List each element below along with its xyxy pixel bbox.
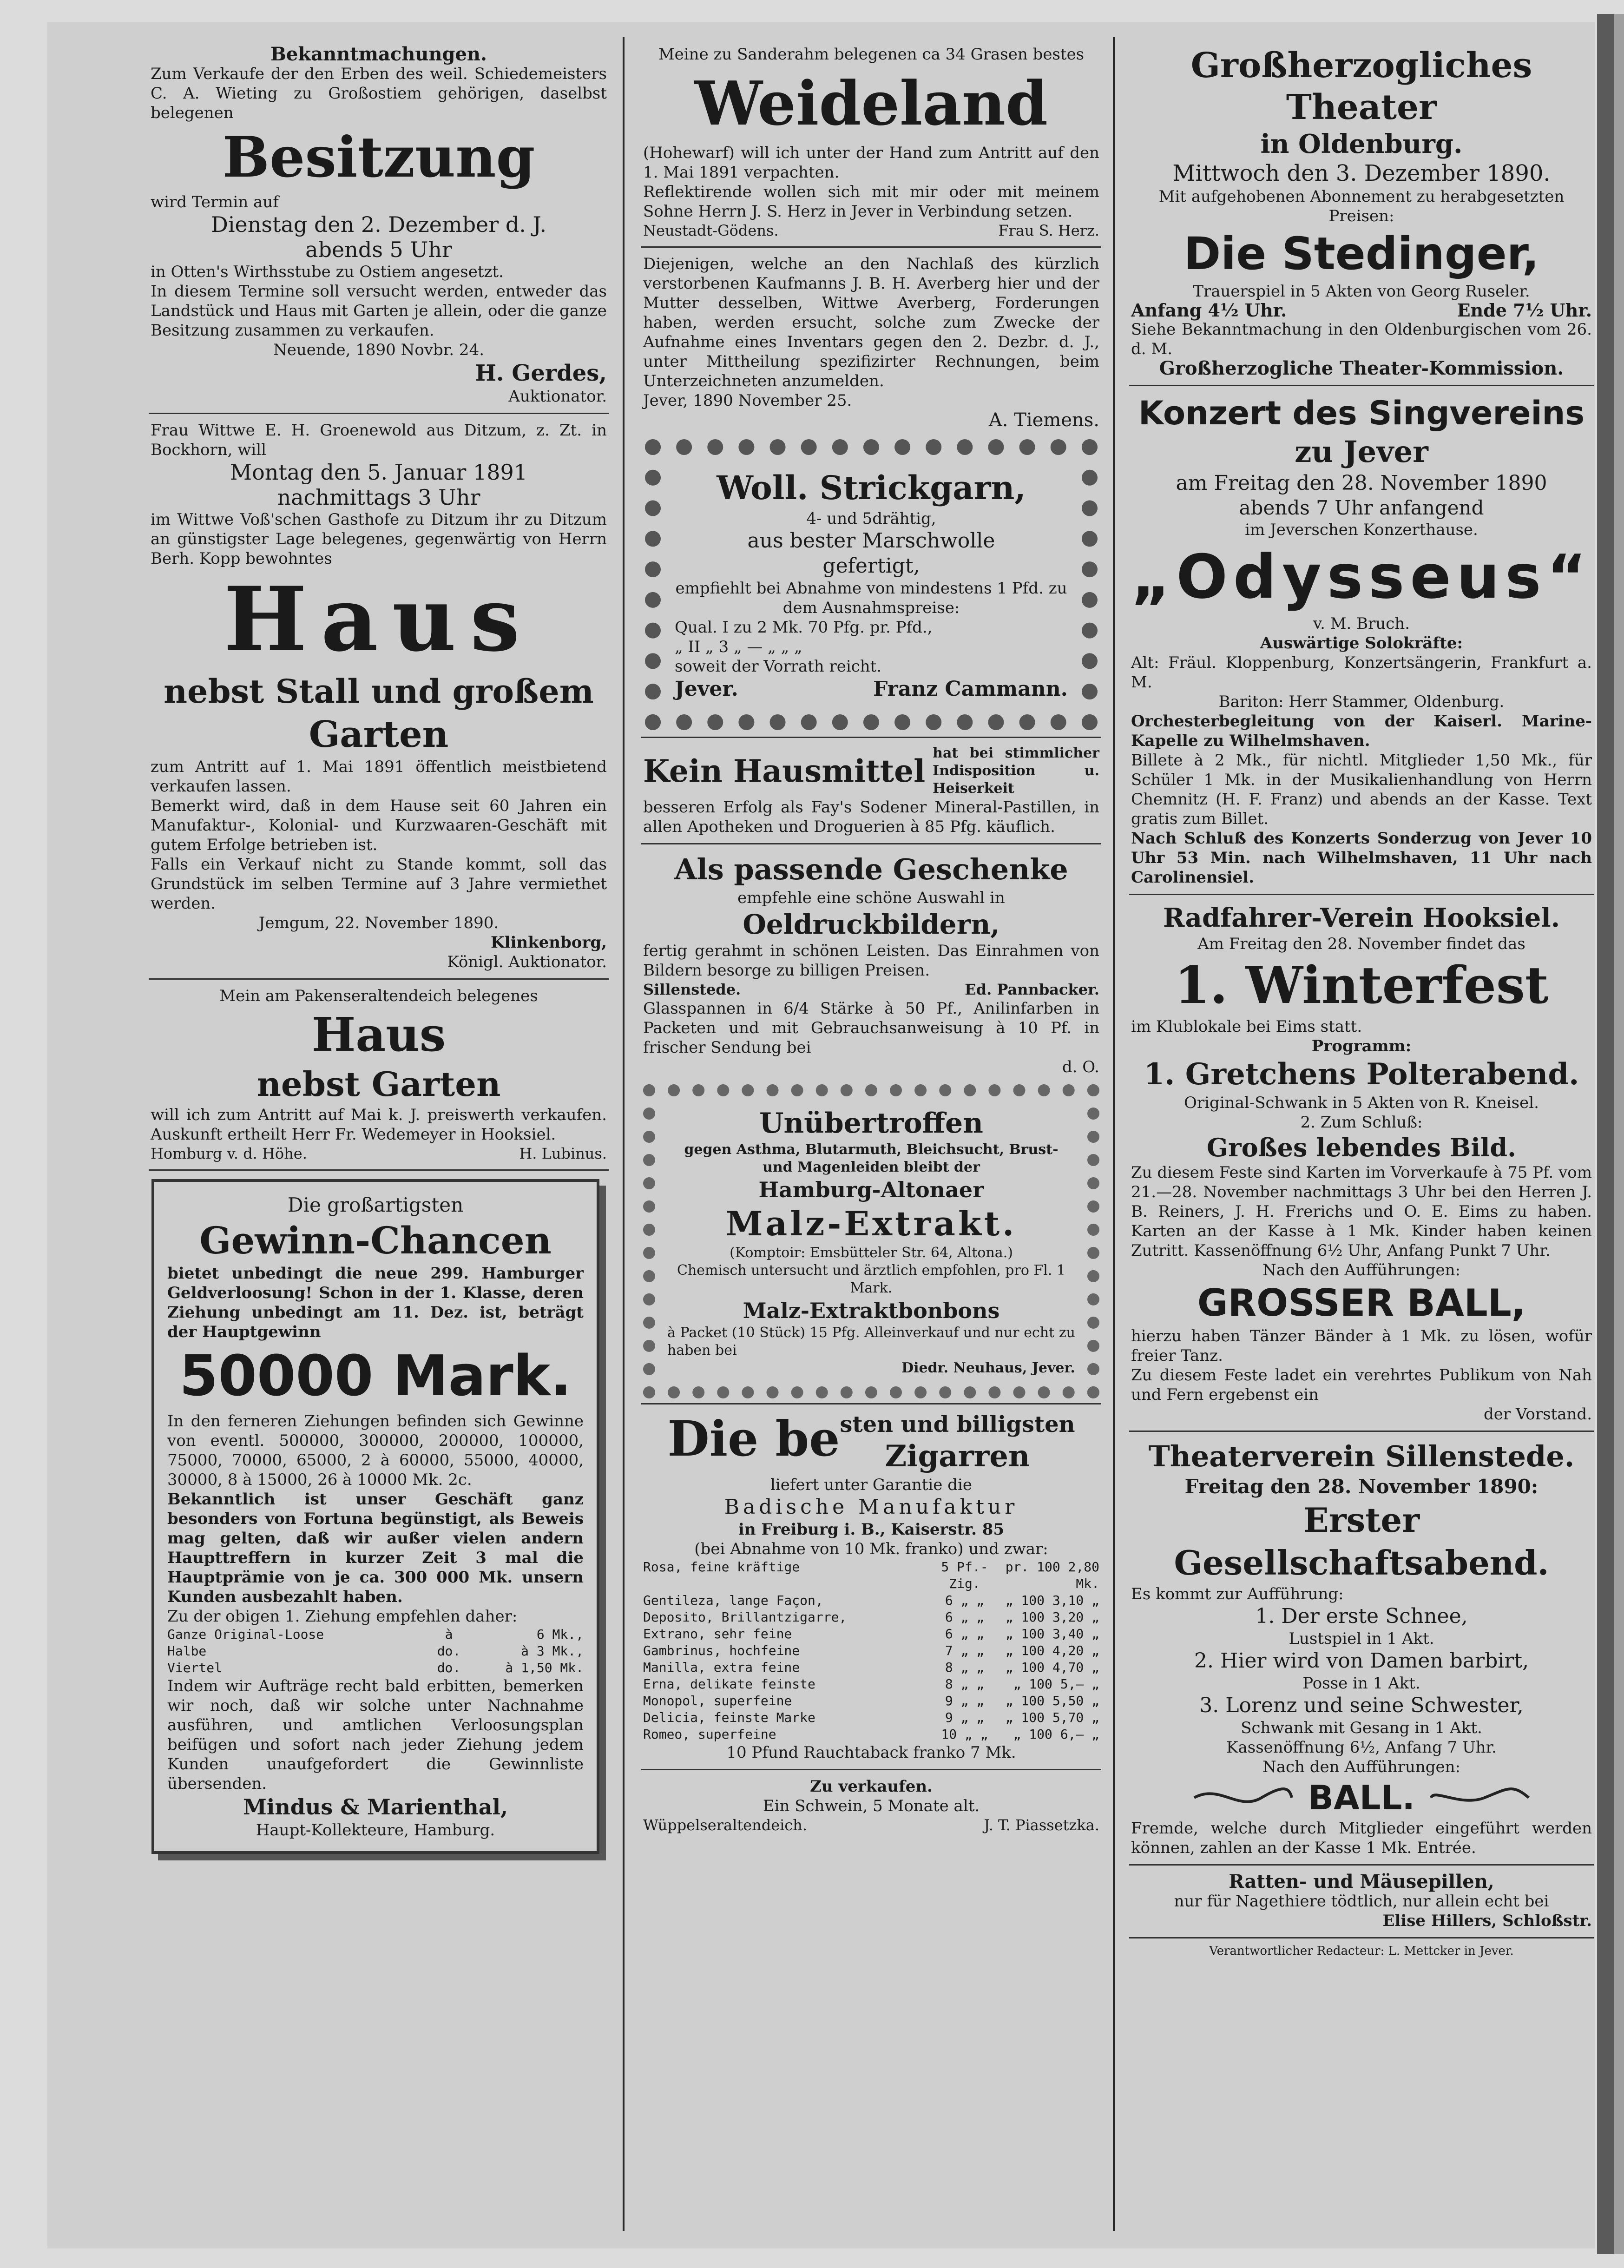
ad-line: im Klublokale bei Eims statt.: [1131, 1017, 1362, 1036]
table-cell: „ 100 5,— „: [1013, 1676, 1099, 1692]
ad-line: Kassenöffnung 6½, Anfang 7 Uhr.: [1226, 1738, 1497, 1757]
ad-time: abends 5 Uhr: [305, 237, 452, 262]
divider: [149, 978, 609, 980]
table-row: [643, 1676, 1099, 1693]
ad-title: Konzert des Singvereins: [1138, 394, 1585, 432]
ad-location: im Jeverschen Konzerthause.: [1245, 521, 1478, 539]
price-label: Halbe: [167, 1643, 207, 1659]
ad-paragraph: Zu diesem Feste ladet ein verehrtes Publikum von Nah und Fern ergebenst ein: [1131, 1366, 1592, 1404]
ad-paragraph: Bemerkt wird, daß in dem Hause seit 60 Jahren ein Manufaktur-, Kolonial- und Kurzwaaren-Geschäft mit gutem Erfolge betrieben ist.: [151, 797, 607, 854]
column-right: [1129, 42, 1594, 2235]
ad-dateline: Jemgum, 22. November 1890.: [258, 914, 499, 932]
ad-place: Homburg v. d. Höhe.: [151, 1145, 307, 1162]
ad-body: im Wittwe Voß'schen Gasthofe zu Ditzum ihr zu Ditzum an günstigster Lage belegenes, gegenwärtig von Herrn Berh. Kopp bewohntes: [151, 510, 607, 568]
ad-signature: Franz Cammann.: [873, 677, 1068, 701]
ad-title: Weideland: [694, 68, 1048, 139]
ad-date: Freitag den 28. November 1890:: [1184, 1475, 1539, 1498]
price-value: 6 Mk.,: [536, 1627, 584, 1642]
table-cell: Delicia, feinste Marke: [643, 1710, 815, 1725]
ad-line: Siehe Bekanntmachung in den Oldenburgischen vom 26. d. M.: [1131, 320, 1592, 358]
ad-program-item: 3. Lorenz und seine Schwester,: [1199, 1694, 1524, 1717]
ad-signature: d. O.: [1062, 1058, 1099, 1076]
table-cell: Rosa, feine kräftige: [643, 1559, 800, 1575]
ad-line: empfehle eine schöne Auswahl in: [737, 889, 1005, 907]
ad-address: in Freiburg i. B., Kaiserstr. 85: [738, 1520, 1005, 1539]
ad-intro: Mein am Pakenseraltendeich belegenes: [219, 987, 538, 1005]
ad-line: Schwank mit Gesang in 1 Akt.: [1241, 1719, 1482, 1737]
price-table: [643, 1559, 1099, 1743]
ad-event: 1. Winterfest: [1174, 955, 1549, 1015]
ad-ball: GROSSER BALL,: [1197, 1281, 1526, 1325]
ad-program-item: 1. Der erste Schnee,: [1255, 1604, 1468, 1628]
table-cell: „ 100 4,20 „: [1005, 1643, 1099, 1658]
ad-heading: Auswärtige Solokräfte:: [1260, 634, 1463, 653]
ad-signature: Großherzogliche Theater-Kommission.: [1159, 357, 1564, 379]
ad-paragraph: Zu der obigen 1. Ziehung empfehlen daher:: [167, 1607, 518, 1626]
table-row: [643, 1642, 1099, 1659]
price-value: à 3 Mk.,: [521, 1643, 584, 1659]
ad-paragraph: Reflektirende wollen sich mit mir oder mit meinem Sohne Herrn J. S. Herz in Jever in Verbindung setzen.: [643, 183, 1099, 221]
table-cell: „ 100 5,70 „: [1005, 1710, 1099, 1725]
ad-heading: Programm:: [1311, 1037, 1412, 1055]
ad-title: Als passende Geschenke: [674, 852, 1068, 886]
ad-paragraph: Bekanntlich ist unser Geschäft ganz besonders von Fortuna begünstigt, als Beweis mag gelten, daß wir außer vielen andern Haupttreffern in kurzer Zeit 3 mal die Hauptprämie von je ca. 300 000 Mk. unsern Kunden ausbezahlt haben.: [167, 1490, 584, 1606]
ad-signature: Frau S. Herz.: [998, 222, 1099, 239]
ad-signature: H. Lubinus.: [519, 1145, 607, 1162]
price-unit: do.: [437, 1643, 461, 1659]
ad-body: nur für Nagethiere tödtlich, nur allein echt bei: [1174, 1892, 1549, 1911]
ad-title: Besitzung: [222, 125, 535, 190]
ad-body: In diesem Termine soll versucht werden, entweder das Landstück und Haus mit Garten je allein, oder die ganze Besitzung zusammen zu verkaufen.: [151, 282, 607, 340]
divider: [1129, 1431, 1594, 1432]
ad-footer: [643, 221, 1099, 240]
table-cell: pr. 100 2,80 Mk.: [1005, 1559, 1099, 1591]
ad-role: Königl. Auktionator.: [447, 953, 607, 971]
ad-paragraph: zum Antritt auf 1. Mai 1891 öffentlich meistbietend verkaufen lassen.: [151, 758, 607, 796]
table-cell: „ 100 3,40 „: [1005, 1626, 1099, 1642]
ad-geschenke: [641, 848, 1101, 1080]
table-cell: Manilla, extra feine: [643, 1660, 800, 1675]
table-row: [643, 1609, 1099, 1626]
ad-line: Original-Schwank in 5 Akten von R. Kneisel.: [1184, 1094, 1539, 1112]
table-cell: 8 „ „: [945, 1660, 985, 1675]
ad-body: Ein Schwein, 5 Monate alt.: [763, 1797, 980, 1815]
page-edge-light: [1614, 14, 1624, 2254]
price-row: [167, 1626, 584, 1643]
ad-line: (Komptoir: Emsbütteler Str. 64, Altona.): [730, 1245, 1013, 1261]
ad-end: Ende 7½ Uhr.: [1457, 300, 1592, 321]
ad-signature: Ed. Pannbacker.: [965, 981, 1099, 998]
ad-line: Es kommt zur Aufführung:: [1131, 1585, 1344, 1603]
divider: [641, 1769, 1101, 1770]
table-cell: 9 „ „: [945, 1693, 985, 1708]
table-cell: 6 „ „: [945, 1593, 985, 1608]
ad-line: (bei Abnahme von 10 Mk. franko) und zwar:: [694, 1540, 1048, 1558]
ad-body: (Hohewarf) will ich unter der Hand zum Antritt auf den 1. Mai 1891 verpachten.: [643, 144, 1099, 182]
flourish-icon: [1192, 1784, 1294, 1812]
ad-title: Ratten- und Mäusepillen,: [1229, 1871, 1494, 1892]
ad-subtitle: Oeldruckbildern,: [743, 909, 1000, 940]
ad-play-title: Die Stedinger,: [1183, 228, 1539, 280]
table-cell: 8 „ „: [945, 1676, 985, 1692]
ad-line: à Packet (10 Stück) 15 Pfg. Alleinverkauf und nur echt zu haben bei: [667, 1325, 1075, 1358]
ad-time: abends 7 Uhr anfangend: [1239, 496, 1484, 519]
table-cell: Gentileza, lange Façon,: [643, 1593, 823, 1608]
ad-gewinn-chancen: [151, 1179, 599, 1854]
table-row: [643, 1626, 1099, 1642]
ad-date: Montag den 5. Januar 1891: [230, 460, 528, 485]
ad-line: Chemisch untersucht und ärztlich empfohlen, pro Fl. 1 Mark.: [677, 1262, 1065, 1296]
ad-title: Radfahrer-Verein Hooksiel.: [1163, 903, 1560, 933]
page-edge: [1597, 14, 1614, 2254]
ad-place: Sillenstede.: [643, 981, 741, 998]
ad-rattenpillen: [1129, 1869, 1594, 1933]
ad-time: nachmittags 3 Uhr: [277, 485, 480, 510]
price-label: Ganze Original-Loose: [167, 1627, 324, 1642]
ad-body: besseren Erfolg als Fay's Sodener Mineral-Pastillen, in allen Apotheken und Droguerien à 85 Pfg. käuflich.: [643, 798, 1099, 836]
ad-body: Zu diesem Feste sind Karten im Vorverkaufe à 75 Pf. vom 21.—28. November nachmittags 3 Uhr bei den Herren J. B. Reiners, J. H. Frerichs und O. E. Eims zu haben. Karten an der Kasse à 1 Mk. Kinder haben keinen Zutritt. Kassenöffnung 6½ Uhr, Anfang Punkt 7 Uhr.: [1131, 1163, 1592, 1260]
table-cell: „ 100 6,— „: [1013, 1727, 1099, 1742]
divider: [149, 1169, 609, 1171]
ad-role: Auktionator.: [508, 387, 607, 406]
ad-line: Trauerspiel in 5 Akten von Georg Ruseler.: [1193, 282, 1530, 301]
price-unit: do.: [437, 1660, 461, 1675]
table-cell: „ 100 3,20 „: [1005, 1609, 1099, 1625]
ad-dateline: Jever, 1890 November 25.: [643, 391, 852, 410]
price-row: [167, 1660, 584, 1676]
table-cell: „ 100 3,10 „: [1005, 1593, 1099, 1608]
ad-signature: Diedr. Neuhaus, Jever.: [901, 1360, 1075, 1376]
ad-quality: Qual. I zu 2 Mk. 70 Pfg. pr. Pfd.,: [675, 618, 933, 637]
ad-product: Malz-Extraktbonbons: [743, 1298, 1000, 1323]
ad-body: fertig gerahmt in schönen Leisten. Das Einrahmen von Bildern besorge zu billigen Preisen.: [643, 942, 1099, 980]
ad-place: Wüppelseraltendeich.: [643, 1816, 808, 1834]
ad-orchestra: Orchesterbegleitung von der Kaiserl. Marine-Kapelle zu Wilhelmshaven.: [1131, 712, 1592, 750]
table-cell: Romeo, superfeine: [643, 1727, 776, 1742]
ad-line: aus bester Marschwolle: [747, 529, 995, 553]
ad-signature: Mindus & Marienthal,: [243, 1794, 508, 1820]
ad-body: empfiehlt bei Abnahme von mindestens 1 Pfd. zu dem Ausnahmspreise:: [675, 579, 1067, 617]
ad-besitzung: [149, 42, 609, 409]
ad-title: Unübertroffen: [759, 1107, 983, 1140]
ad-line: 4- und 5drähtig,: [806, 509, 936, 528]
table-cell: 6 „ „: [945, 1609, 985, 1625]
ad-title: Gewinn-Chancen: [199, 1219, 552, 1262]
ad-title: Die be: [667, 1410, 840, 1467]
ad-paragraph: hierzu haben Tänzer Bänder à 1 Mk. zu lösen, wofür freier Tanz.: [1131, 1327, 1592, 1365]
ad-program-item: 1. Gretchens Polterabend.: [1144, 1057, 1579, 1092]
ad-soloist: Alt: Fräul. Kloppenburg, Konzertsängerin, Frankfurt a. M.: [1131, 653, 1592, 692]
table-cell: Monopol, superfeine: [643, 1693, 792, 1708]
ad-title: Haus: [224, 567, 534, 671]
ad-line: gefertigt,: [822, 554, 920, 578]
ad-haus-garten: [149, 983, 609, 1166]
ad-theaterverein: [1129, 1436, 1594, 1860]
ad-place: Neustadt-Gödens.: [643, 222, 779, 239]
ball-ornament: [1131, 1777, 1592, 1819]
ad-title: Theaterverein Sillenstede.: [1148, 1439, 1575, 1473]
divider: [641, 1403, 1101, 1404]
ad-line: Lustspiel in 1 Akt.: [1289, 1629, 1434, 1648]
page-footer: Verantwortlicher Redacteur: L. Mettcker in Jever.: [1209, 1944, 1514, 1958]
price-unit: à: [445, 1627, 453, 1642]
ad-paragraph: In den ferneren Ziehungen befinden sich Gewinne von eventl. 500000, 300000, 200000, 100000, 75000, 70000, 65000, 2 à 60000, 55000, 40000, 30000, 8 à 15000, 26 à 10000 Mk. 2c.: [167, 1412, 584, 1489]
divider: [641, 246, 1101, 248]
ad-program-item: 2. Hier wird von Damen barbirt,: [1194, 1649, 1529, 1673]
divider: [641, 737, 1101, 738]
ad-line: Nach den Aufführungen:: [1262, 1261, 1461, 1279]
ad-line: Nach den Aufführungen:: [1262, 1758, 1461, 1776]
ad-signature: der Vorstand.: [1484, 1405, 1592, 1424]
table-cell: Extrano, sehr feine: [643, 1626, 792, 1642]
ad-paragraph: Billete à 2 Mk., für nichtl. Mitglieder 1,50 Mk., für Schüler 1 Mk. in der Musikalienhandlung von Herrn Chemnitz (H. F. Franz) und abends an der Kasse. Text gratis zum Billet.: [1131, 751, 1592, 828]
divider: [1129, 1937, 1594, 1938]
table-cell: Deposito, Brillantzigarre,: [643, 1609, 847, 1625]
ad-theater-oldenburg: [1129, 42, 1594, 381]
ad-composer: v. M. Bruch.: [1313, 614, 1410, 633]
ad-strickgarn: [645, 439, 1098, 730]
ad-paragraph: Fremde, welche durch Mitglieder eingeführt werden können, zahlen an der Kasse 1 Mk. Entrée.: [1131, 1819, 1592, 1857]
price-value: à 1,50 Mk.: [505, 1660, 584, 1675]
ad-line: gegen Asthma, Blutarmuth, Bleichsucht, Brust- und Magenleiden bleibt der: [684, 1141, 1059, 1175]
column-middle: [641, 42, 1101, 2235]
ad-footer: [151, 1144, 607, 1163]
column-rule: [1113, 37, 1115, 2231]
ad-company: Badische Manufaktur: [724, 1495, 1019, 1519]
ad-start: Anfang 4½ Uhr.: [1131, 300, 1287, 321]
flourish-icon: [1429, 1784, 1531, 1812]
ad-heading: Die großartigsten: [287, 1193, 464, 1216]
ad-footer: [643, 980, 1099, 999]
ad-nachlass: [641, 251, 1101, 433]
ad-paragraph: Nach Schluß des Konzerts Sonderzug von Jever 10 Uhr 53 Min. nach Wilhelmshaven, 11 Uhr nach Carolinensiel.: [1131, 829, 1592, 887]
ad-product: Malz-Extrakt.: [725, 1204, 1017, 1243]
ad-title: Zu verkaufen.: [810, 1777, 933, 1796]
ad-dateline: Neuende, 1890 Novbr. 24.: [273, 341, 485, 359]
ad-role: Haupt-Kollekteure, Hamburg.: [256, 1821, 495, 1839]
table-cell: 9 „ „: [945, 1710, 985, 1725]
divider: [1129, 1864, 1594, 1866]
ad-subtitle: nebst Garten: [256, 1064, 501, 1104]
ad-program-item: Großes lebendes Bild.: [1207, 1133, 1516, 1162]
ad-date: am Freitag den 28. November 1890: [1176, 471, 1547, 495]
ad-signature: Elise Hillers, Schloßstr.: [1382, 1912, 1592, 1930]
ad-title: Haus: [311, 1007, 446, 1062]
table-row: [643, 1709, 1099, 1726]
ad-radfahrer: [1129, 899, 1594, 1427]
ad-title: Großherzogliches Theater: [1190, 46, 1532, 127]
ad-location: in Otten's Wirthsstube zu Ostiem angesetzt.: [151, 263, 504, 281]
price-label: Viertel: [167, 1660, 223, 1675]
column-left: [149, 42, 609, 2235]
table-row: [643, 1559, 1099, 1592]
ad-footer: [675, 676, 1068, 702]
ad-line: Mit aufgehobenen Abonnement zu herabgesetzten Preisen:: [1158, 187, 1565, 225]
ad-title: Kein Hausmittel: [643, 753, 926, 789]
ad-schwein: [641, 1774, 1101, 1837]
ad-date: Mittwoch den 3. Dezember 1890.: [1172, 160, 1551, 186]
table-cell: 6 „ „: [945, 1626, 985, 1642]
ad-line: wird Termin auf: [151, 193, 279, 211]
ad-paragraph: Glasspannen in 6/4 Stärke à 50 Pf., Anilinfarben in Packeten und mit Gebrauchsanweisung à 10 Pf. in frischer Sendung bei: [643, 999, 1099, 1057]
ad-date: Dienstag den 2. Dezember d. J.: [210, 212, 547, 237]
ad-haus-ditzum: [149, 418, 609, 975]
table-row: [643, 1659, 1099, 1676]
ad-title-super: sten und billigsten: [840, 1411, 1075, 1437]
ad-event: Erster Gesellschaftsabend.: [1174, 1500, 1549, 1582]
ad-line: Am Freitag den 28. November findet das: [1197, 935, 1525, 953]
ad-intro: Frau Wittwe E. H. Groenewold aus Ditzum, z. Zt. in Bockhorn, will: [151, 421, 607, 459]
ad-title-sub: Zigarren: [885, 1439, 1030, 1474]
ad-body: bietet unbedingt die neue 299. Hamburger Geldverloosung! Schon in der 1. Klasse, deren Ziehung unbedingt am 11. Dez. ist, beträgt der Hauptgewinn: [167, 1264, 584, 1341]
table-row: [643, 1592, 1099, 1609]
ad-work-title: „Odysseus“: [1131, 541, 1592, 612]
ad-hausmittel: [641, 742, 1101, 839]
price-row: [167, 1643, 584, 1660]
ad-signature: A. Tiemens.: [988, 409, 1099, 431]
table-cell: Erna, delikate feinste: [643, 1676, 815, 1692]
ad-side-text: hat bei stimmlicher Indisposition u. Heiserkeit: [933, 745, 1099, 797]
divider: [641, 843, 1101, 844]
ad-weideland: [641, 42, 1101, 243]
table-cell: „ 100 5,50 „: [1005, 1693, 1099, 1708]
table-cell: 7 „ „: [945, 1643, 985, 1658]
ad-subtitle: Garten: [309, 713, 449, 756]
divider: [149, 413, 609, 414]
ad-subtitle: nebst Stall und großem: [164, 672, 594, 711]
ad-paragraph: Falls ein Verkauf nicht zu Stande kommt, soll das Grundstück im selben Termine auf 3 Jahre vermiethet werden.: [151, 855, 607, 913]
ad-line: Posse in 1 Akt.: [1302, 1674, 1420, 1693]
table-cell: „ 100 4,70 „: [1005, 1660, 1099, 1675]
ad-intro: Meine zu Sanderahm belegenen ca 34 Grasen bestes: [658, 45, 1085, 64]
ad-konzert: [1129, 390, 1594, 890]
ad-ball: BALL.: [1308, 1778, 1415, 1817]
ad-subtitle: in Oldenburg.: [1260, 129, 1463, 159]
ad-zigarren: [641, 1408, 1101, 1765]
ad-subtitle: Hamburg-Altonaer: [758, 1177, 984, 1202]
divider: [1129, 385, 1594, 386]
ad-quality: soweit der Vorrath reicht.: [675, 657, 882, 676]
ad-place: Jever.: [675, 677, 738, 701]
table-cell: 10 „ „: [941, 1727, 988, 1742]
ad-jackpot: 50000 Mark.: [179, 1344, 572, 1409]
ad-subtitle: zu Jever: [1295, 435, 1428, 469]
ad-times: [1131, 301, 1592, 320]
ad-signature: J. T. Piassetzka.: [984, 1816, 1099, 1834]
ad-soloist: Bariton: Herr Stammer, Oldenburg.: [1218, 692, 1505, 711]
ad-line: 2. Zum Schluß:: [1300, 1113, 1423, 1132]
ad-body: will ich zum Antritt auf Mai k. J. preiswerth verkaufen. Auskunft ertheilt Herr Fr. Wedemeyer in Hooksiel.: [151, 1106, 607, 1144]
ad-paragraph: Indem wir Aufträge recht bald erbitten, bemerken wir noch, daß wir solche unter Nachnahme ausführen, und amtlichen Verloosungsplan beifügen und sofort nach jeder Ziehung jedem Kunden unaufgefordert die Gewinnliste übersenden.: [167, 1677, 584, 1793]
ad-signature: Klinkenborg,: [491, 933, 607, 952]
ad-heading: Bekanntmachungen.: [270, 43, 487, 65]
ad-intro: Zum Verkaufe der den Erben des weil. Schiedemeisters C. A. Wieting zu Großostiem gehörigen, daselbst belegenen: [151, 65, 607, 122]
ad-malzextrakt: [643, 1084, 1099, 1398]
ad-quality: „ II „ 3 „ — „ „ „: [675, 638, 802, 656]
column-rule: [623, 37, 625, 2231]
ad-line: liefert unter Garantie die: [770, 1476, 972, 1494]
ad-body: Diejenigen, welche an den Nachlaß des kürzlich verstorbenen Kaufmanns J. B. H. Averberg hier und der Mutter desselben, Wittwe Averberg, Forderungen haben, werden ersucht, solche zum Zwecke der Aufnahme eines Inventars gegen den 2. Dezbr. d. J., unter Mittheilung spezifizirter Rechnungen, beim Unterzeichneten anzumelden.: [643, 255, 1099, 390]
ad-footer: [643, 1816, 1099, 1834]
table-row: [643, 1726, 1099, 1743]
ad-line: 10 Pfund Rauchtaback franko 7 Mk.: [726, 1743, 1016, 1762]
ad-title: Woll. Strickgarn,: [717, 468, 1026, 507]
table-cell: 5 Pf.-Zig.: [941, 1559, 988, 1591]
ad-signature: H. Gerdes,: [475, 360, 607, 386]
table-row: [643, 1693, 1099, 1709]
divider: [1129, 894, 1594, 895]
table-cell: Gambrinus, hochfeine: [643, 1643, 800, 1658]
